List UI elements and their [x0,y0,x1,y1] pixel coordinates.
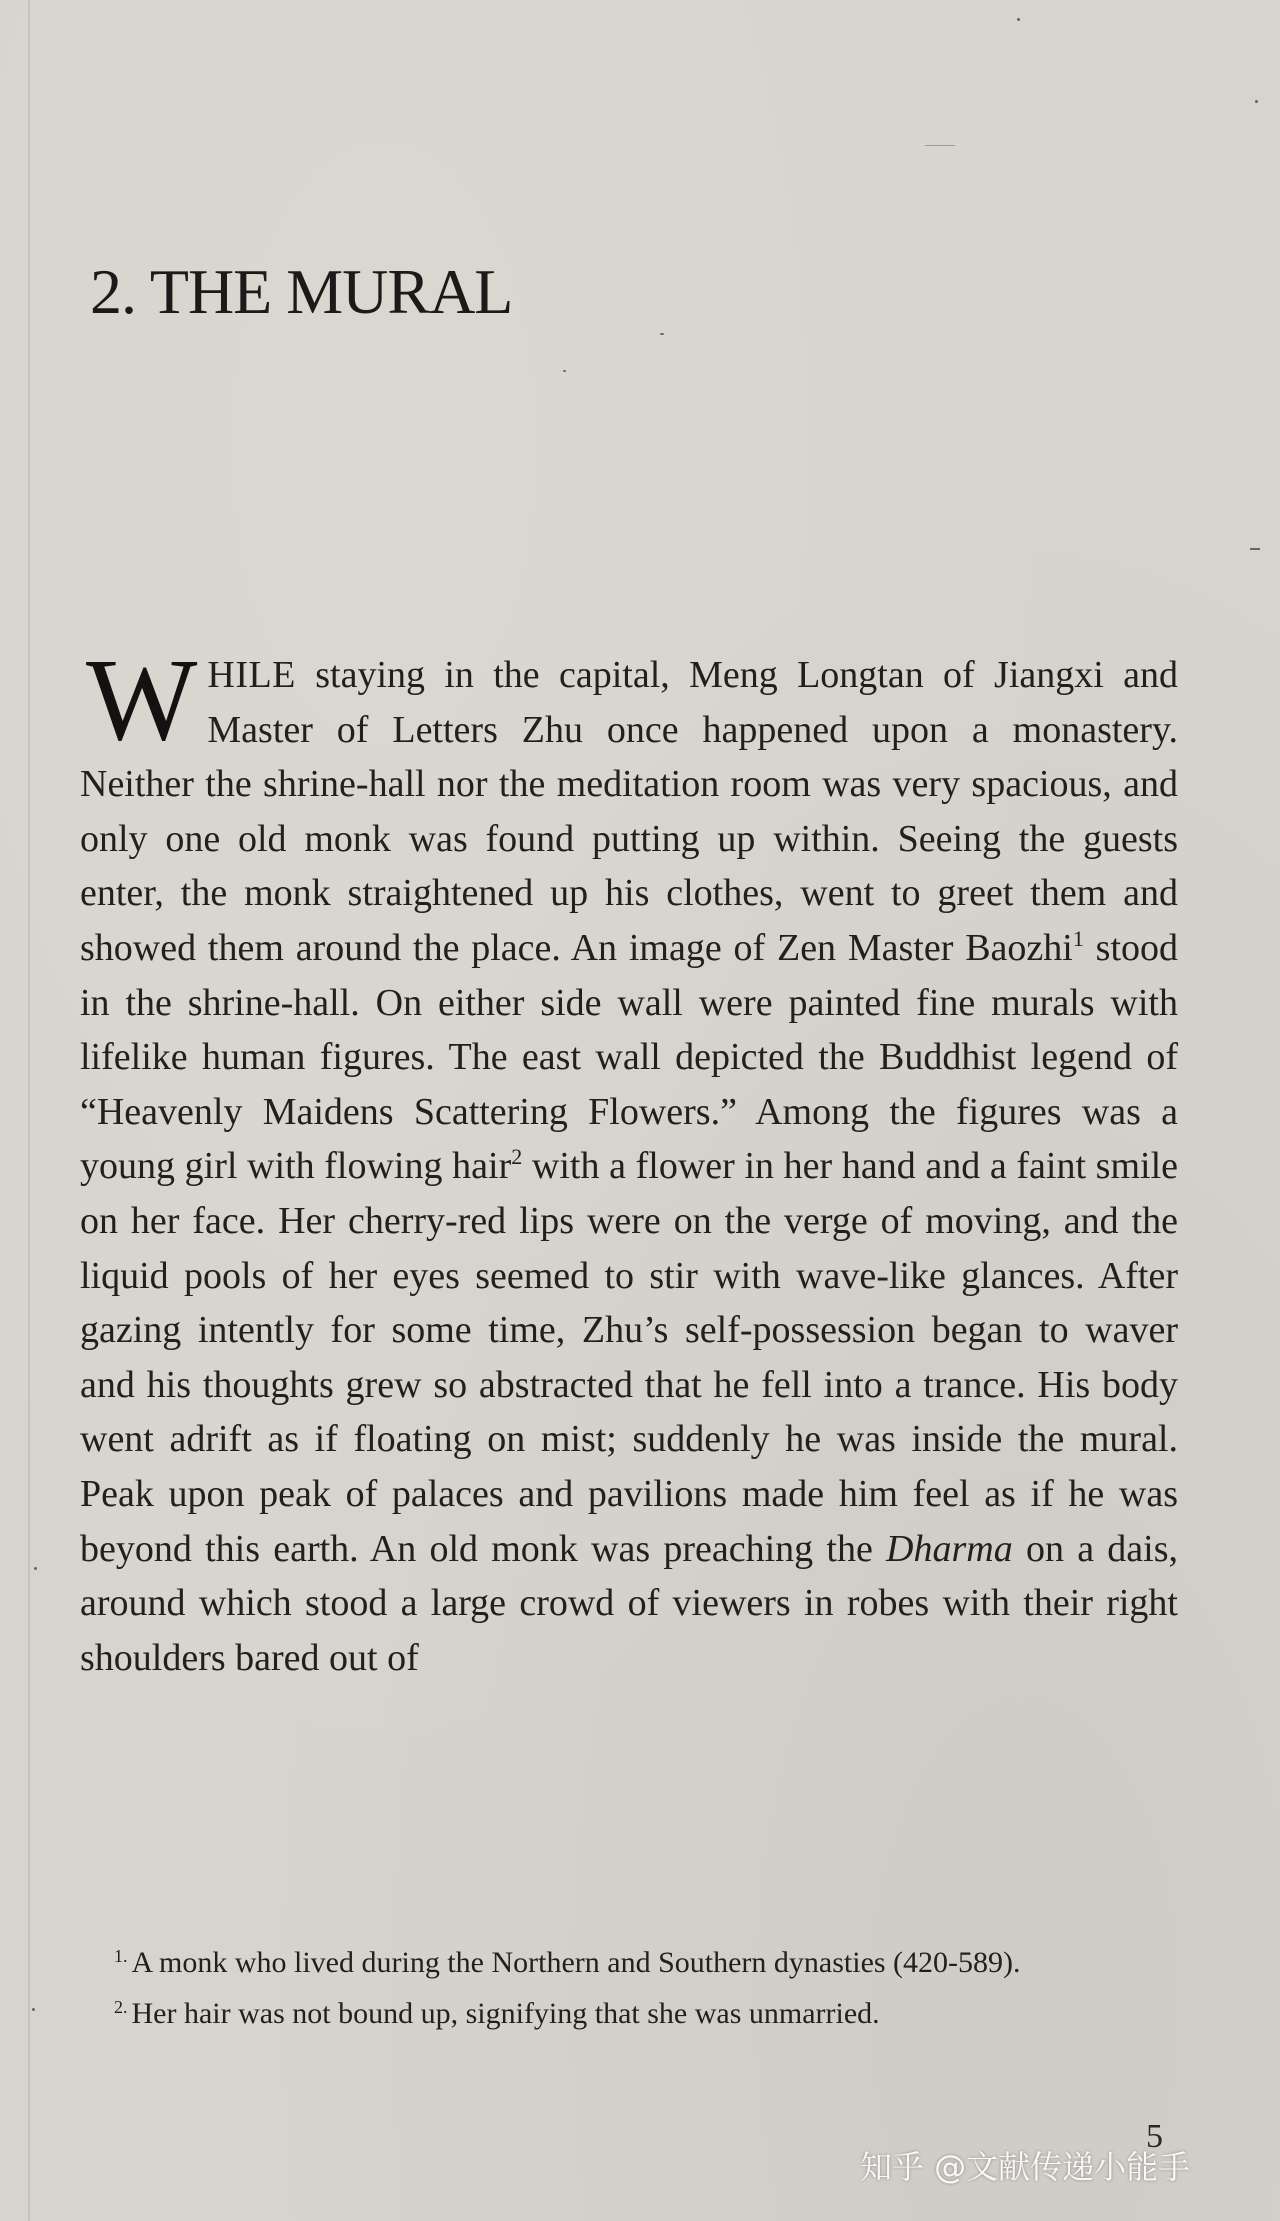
body-text-segment-3: with a flower in her hand and a faint smile on her face. Her cherry-red lips were on the verge of moving, and the liquid pools of her eyes seemed to stir with wave-like glances. After gazing intently for some time, Zhu’s self-possession began to waver and his thoughts grew so abstracted that he fell into a trance. His body went adrift as if floating on mist; suddenly he was inside the mural. Peak upon peak of palaces and pavilions made him feel as if he was beyond this earth. An old monk was preaching the [80,1145,1178,1570]
body-text [80,634,1178,1685]
paper-speck [32,2008,35,2011]
paper-speck [1017,18,1020,21]
paper-speck [660,333,664,335]
paper-scratch [925,145,955,146]
footnote-2 [68,1986,1168,2035]
footnotes [68,1935,1168,2035]
body-text-segment-2: stood in the shrine-hall. On either side wall were painted fine murals with lifelike human figures. The east wall depicted the Buddhist legend of “Heavenly Maidens Scattering Flowers.” Among the figures was a young girl with flowing hair [80,926,1178,1188]
first-word-small-caps: HILE [207,654,296,696]
dharma-italic-term: Dharma [886,1527,1013,1570]
watermark: 知乎 @文献传递小能手 [860,2148,1191,2186]
drop-cap-letter: W [86,634,198,765]
footnote-2-text: Her hair was not bound up, signifying that she was unmarried. [131,1997,880,2030]
body-paragraph [80,634,1178,1685]
footnote-ref-1: 1 [1072,925,1084,951]
page-gutter-shadow [28,0,30,2221]
paper-speck [563,370,566,372]
body-text-segment-4: on a dais, around which stood a large crowd of viewers in robes with their right shoulders bared out of [80,1527,1178,1679]
body-text-segment-1: staying in the capital, Meng Longtan of Jiangxi and Master of Letters Zhu once happened upon a monastery. Neither the shrine-hall nor the meditation room was very spacious, and only one old monk was found putting up within. Seeing the guests enter, the monk straightened up his clothes, went to greet them and showed them around the place. An image of Zen Master Baozhi [80,654,1178,969]
paper-speck [34,1567,37,1570]
footnote-2-mark: 2. [114,1997,128,2017]
footnote-1-mark: 1. [114,1946,128,1966]
paper-speck [1250,548,1260,550]
footnote-1-text: A monk who lived during the Northern and Southern dynasties (420-589). [131,1946,1021,1979]
paper-speck [1255,100,1258,103]
footnote-ref-2: 2 [511,1144,523,1170]
chapter-title: 2. THE MURAL [90,256,513,327]
footnote-1 [68,1935,1168,1984]
page-number: 5 [1146,2118,1163,2155]
